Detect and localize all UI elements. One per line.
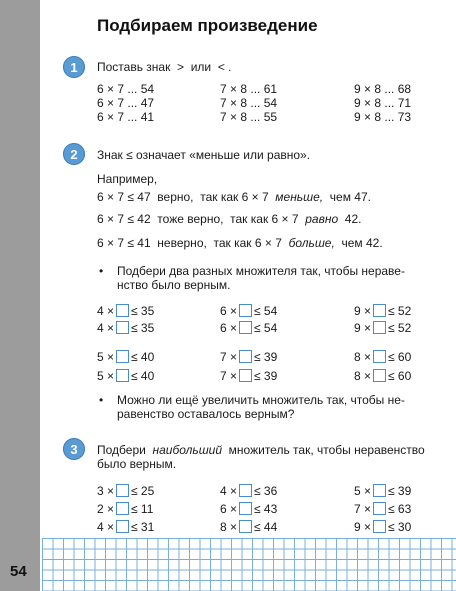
comparison-expr: 6 × 7 ... 47 xyxy=(97,96,155,110)
inequality: 7 × ≤ 39 xyxy=(220,350,278,364)
answer-box[interactable] xyxy=(239,369,252,382)
exercise-1-row xyxy=(97,82,442,96)
answer-box[interactable] xyxy=(373,304,386,317)
answer-box[interactable] xyxy=(239,321,252,334)
graph-paper-grid[interactable] xyxy=(42,538,456,591)
inequality-row xyxy=(97,369,442,383)
answer-box[interactable] xyxy=(116,369,129,382)
example-line: 6 × 7 ≤ 42 тоже верно, так как 6 × 7 равно 42. xyxy=(97,212,362,226)
answer-box[interactable] xyxy=(239,502,252,515)
answer-box[interactable] xyxy=(116,304,129,317)
inequality: 5 × ≤ 40 xyxy=(97,369,155,383)
comparison-expr: 9 × 8 ... 68 xyxy=(354,82,412,96)
exercise-3-prompt: Подбери наибольший множитель так, чтобы неравенство xyxy=(97,443,425,457)
exercise-1-badge: 1 xyxy=(63,56,85,78)
bullet-marker: • xyxy=(99,393,104,407)
inequality: 3 × ≤ 25 xyxy=(97,484,155,498)
example-line: 6 × 7 ≤ 47 верно, так как 6 × 7 меньше, чем 47. xyxy=(97,190,371,204)
comparison-expr: 9 × 8 ... 71 xyxy=(354,96,412,110)
inequality: 7 × ≤ 63 xyxy=(354,502,412,516)
exercise-2-intro: Знак ≤ означает «меньше или равно». xyxy=(97,148,311,162)
answer-box[interactable] xyxy=(116,484,129,497)
comparison-expr: 7 × 8 ... 54 xyxy=(220,96,278,110)
inequality: 2 × ≤ 11 xyxy=(97,502,154,516)
inequality: 4 × ≤ 35 xyxy=(97,321,155,335)
comparison-expr: 6 × 7 ... 54 xyxy=(97,82,155,96)
inequality: 9 × ≤ 30 xyxy=(354,520,412,534)
exercise-1-row xyxy=(97,96,442,110)
comparison-expr: 6 × 7 ... 41 xyxy=(97,110,155,124)
answer-box[interactable] xyxy=(116,321,129,334)
page-number: 54 xyxy=(10,563,27,580)
inequality: 5 × ≤ 39 xyxy=(354,484,412,498)
inequality-row xyxy=(97,502,442,516)
inequality: 8 × ≤ 44 xyxy=(220,520,278,534)
inequality: 8 × ≤ 60 xyxy=(354,350,412,364)
comparison-expr: 7 × 8 ... 61 xyxy=(220,82,278,96)
inequality: 4 × ≤ 36 xyxy=(220,484,278,498)
answer-box[interactable] xyxy=(373,369,386,382)
inequality: 4 × ≤ 35 xyxy=(97,304,155,318)
task-text: равенство оставалось верным? xyxy=(117,407,295,421)
example-line: 6 × 7 ≤ 41 неверно, так как 6 × 7 больше, чем 42. xyxy=(97,236,383,250)
inequality-row xyxy=(97,350,442,364)
answer-box[interactable] xyxy=(116,502,129,515)
answer-box[interactable] xyxy=(239,350,252,363)
inequality-row xyxy=(97,520,442,534)
inequality: 8 × ≤ 60 xyxy=(354,369,412,383)
inequality-row xyxy=(97,321,442,335)
bullet-marker: • xyxy=(99,264,104,278)
answer-box[interactable] xyxy=(239,304,252,317)
task-text: нство было верным. xyxy=(117,278,231,292)
inequality-row xyxy=(97,484,442,498)
inequality: 6 × ≤ 43 xyxy=(220,502,278,516)
answer-box[interactable] xyxy=(373,321,386,334)
answer-box[interactable] xyxy=(116,350,129,363)
inequality-row xyxy=(97,304,442,318)
task-text: Можно ли ещё увеличить множитель так, чтобы не- xyxy=(117,393,405,407)
page-sidebar xyxy=(0,0,40,591)
inequality: 6 × ≤ 54 xyxy=(220,321,278,335)
inequality: 5 × ≤ 40 xyxy=(97,350,155,364)
comparison-expr: 7 × 8 ... 55 xyxy=(220,110,278,124)
inequality: 7 × ≤ 39 xyxy=(220,369,278,383)
exercise-2-badge: 2 xyxy=(63,143,85,165)
page-title: Подбираем произведение xyxy=(97,16,318,35)
exercise-1-row xyxy=(97,110,442,124)
answer-box[interactable] xyxy=(373,484,386,497)
exercise-1-prompt: Поставь знак > или < . xyxy=(97,60,232,74)
inequality: 9 × ≤ 52 xyxy=(354,321,412,335)
answer-box[interactable] xyxy=(373,520,386,533)
answer-box[interactable] xyxy=(373,350,386,363)
comparison-expr: 9 × 8 ... 73 xyxy=(354,110,412,124)
answer-box[interactable] xyxy=(373,502,386,515)
inequality: 6 × ≤ 54 xyxy=(220,304,278,318)
inequality: 9 × ≤ 52 xyxy=(354,304,412,318)
inequality: 4 × ≤ 31 xyxy=(97,520,155,534)
exercise-3-badge: 3 xyxy=(63,438,85,460)
exercise-3-prompt-line2: было верным. xyxy=(97,457,177,471)
answer-box[interactable] xyxy=(116,520,129,533)
answer-box[interactable] xyxy=(239,520,252,533)
answer-box[interactable] xyxy=(239,484,252,497)
task-text: Подбери два разных множителя так, чтобы нераве- xyxy=(117,264,405,278)
example-heading: Например, xyxy=(97,172,158,186)
